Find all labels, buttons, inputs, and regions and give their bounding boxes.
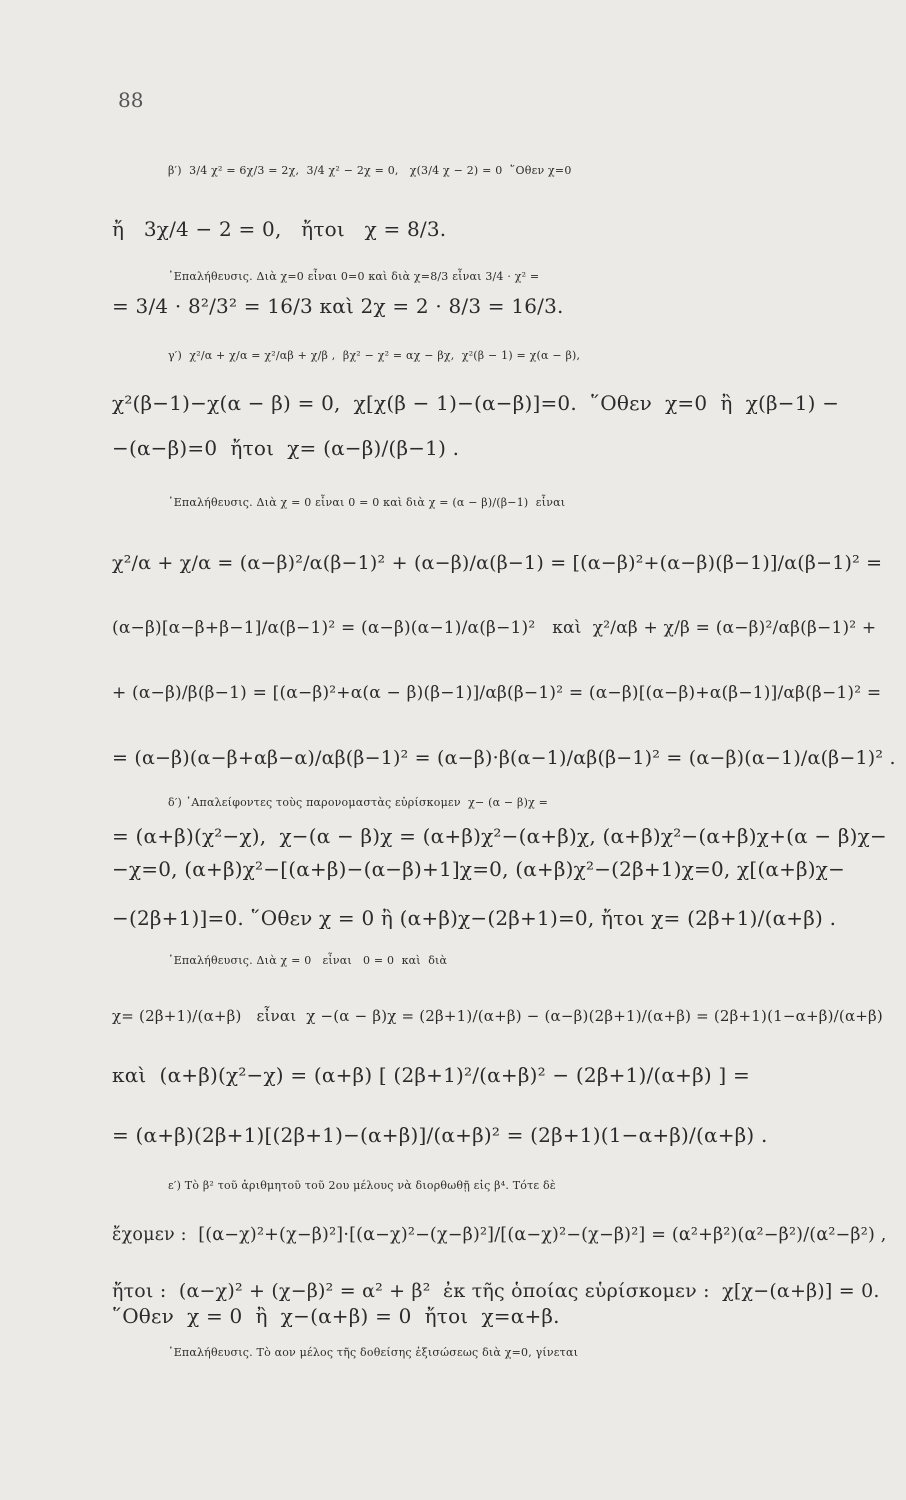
text-line: −(2β+1)]=0. ῞Οθεν χ = 0 ἢ (α+β)χ−(2β+1)=0, ἤτοι χ= (2β+1)/(α+β) . [112, 906, 837, 930]
text-line: ᾿Επαλήθευσις. Τὸ αον μέλος τῆς δοθείσης ἐξισώσεως διὰ χ=0, γίνεται [168, 1346, 579, 1359]
text-line: χ= (2β+1)/(α+β) εἶναι χ −(α − β)χ = (2β+1)/(α+β) − (α−β)(2β+1)/(α+β) = (2β+1)(1−α+β)/(α+β) [112, 1007, 883, 1025]
text-line: β′) 3/4 χ² = 6χ/3 = 2χ, 3/4 χ² − 2χ = 0, χ(3/4 χ − 2) = 0 ῞Οθεν χ=0 [168, 164, 572, 177]
text-line: γ′) χ²/α + χ/α = χ²/αβ + χ/β , βχ² − χ² = αχ − βχ, χ²(β − 1) = χ(α − β), [168, 349, 581, 362]
text-line: = (α+β)(2β+1)[(2β+1)−(α+β)]/(α+β)² = (2β+1)(1−α+β)/(α+β) . [112, 1123, 768, 1147]
text-line: −(α−β)=0 ἤτοι χ= (α−β)/(β−1) . [112, 436, 460, 460]
text-line: χ²/α + χ/α = (α−β)²/α(β−1)² + (α−β)/α(β−1) = [(α−β)²+(α−β)(β−1)]/α(β−1)² = [112, 552, 883, 574]
page-number: 88 [118, 88, 144, 112]
text-line: ἤ 3χ/4 − 2 = 0, ἤτοι χ = 8/3. [112, 217, 447, 241]
text-line: ᾿Επαλήθευσις. Διὰ χ = 0 εἶναι 0 = 0 καὶ διὰ [168, 954, 448, 967]
text-line: ἤτοι : (α−χ)² + (χ−β)² = α² + β² ἐκ τῆς ὁποίας εὑρίσκομεν : χ[χ−(α+β)] = 0. [112, 1280, 880, 1302]
text-line: −χ=0, (α+β)χ²−[(α+β)−(α−β)+1]χ=0, (α+β)χ²−(2β+1)χ=0, χ[(α+β)χ− [112, 857, 846, 881]
text-line: ε′) Τὸ β² τοῦ ἀριθμητοῦ τοῦ 2ου μέλους νὰ διορθωθῇ εἰς β⁴. Τότε δὲ [168, 1179, 556, 1192]
text-line: = (α−β)(α−β+αβ−α)/αβ(β−1)² = (α−β)·β(α−1)/αβ(β−1)² = (α−β)(α−1)/α(β−1)² . [112, 747, 896, 769]
text-line: ᾿Επαλήθευσις. Διὰ χ=0 εἶναι 0=0 καὶ διὰ χ=8/3 εἶναι 3/4 · χ² = [168, 270, 540, 283]
text-line: = 3/4 · 8²/3² = 16/3 καὶ 2χ = 2 · 8/3 = 16/3. [112, 294, 564, 318]
text-line: δ′) ᾿Απαλείφοντες τοὺς παρονομαστὰς εὑρίσκομεν χ− (α − β)χ = [168, 796, 549, 809]
text-line: ἔχομεν : [(α−χ)²+(χ−β)²]·[(α−χ)²−(χ−β)²]/[(α−χ)²−(χ−β)²] = (α²+β²)(α²−β²)/(α²−β²) , [112, 1225, 887, 1245]
text-line: + (α−β)/β(β−1) = [(α−β)²+α(α − β)(β−1)]/αβ(β−1)² = (α−β)[(α−β)+α(β−1)]/αβ(β−1)² = [112, 683, 882, 703]
text-line: (α−β)[α−β+β−1]/α(β−1)² = (α−β)(α−1)/α(β−1)² καὶ χ²/αβ + χ/β = (α−β)²/αβ(β−1)² + [112, 618, 877, 638]
text-line: ᾿Επαλήθευσις. Διὰ χ = 0 εἶναι 0 = 0 καὶ διὰ χ = (α − β)/(β−1) εἶναι [168, 496, 566, 509]
text-line: χ²(β−1)−χ(α − β) = 0, χ[χ(β − 1)−(α−β)]=0. ῞Οθεν χ=0 ἢ χ(β−1) − [112, 391, 840, 415]
text-line: καὶ (α+β)(χ²−χ) = (α+β) [ (2β+1)²/(α+β)² − (2β+1)/(α+β) ] = [112, 1063, 750, 1087]
text-line: = (α+β)(χ²−χ), χ−(α − β)χ = (α+β)χ²−(α+β)χ, (α+β)χ²−(α+β)χ+(α − β)χ− [112, 824, 887, 848]
text-line: ῞Οθεν χ = 0 ἢ χ−(α+β) = 0 ἤτοι χ=α+β. [112, 1304, 560, 1328]
